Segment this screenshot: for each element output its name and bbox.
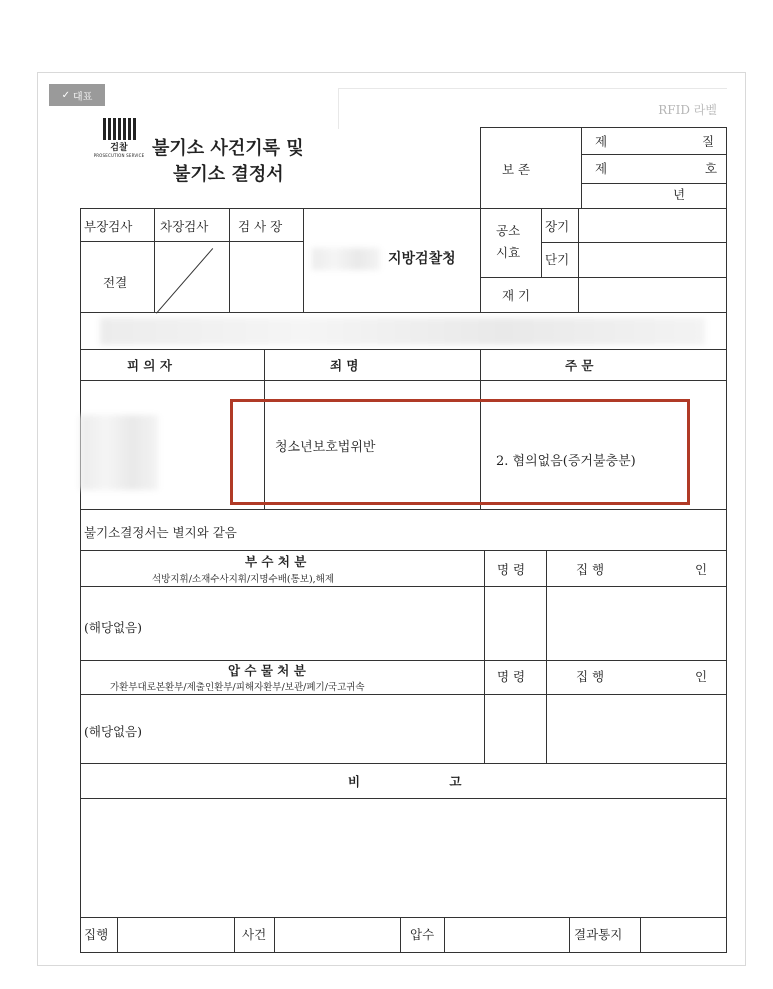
table-rule: [581, 154, 727, 155]
header-suspect: 피 의 자: [127, 358, 172, 373]
redacted-case-number: [100, 318, 705, 345]
table-rule: [546, 550, 547, 763]
seized-exec: 집 행: [576, 669, 605, 684]
preserve-nyeon: 년: [673, 187, 686, 202]
logo-english-text: PROSECUTION SERVICE: [93, 153, 145, 158]
footer-case: 사건: [242, 927, 267, 942]
table-rule: [303, 208, 304, 313]
ancillary-sub: 석방지휘/소재수사지휘/지명수배(통보),해제: [152, 574, 335, 585]
ancillary-title: 부 수 처 분: [245, 554, 307, 569]
statute-label-2: 시효: [496, 245, 521, 260]
rfid-label-area: [338, 88, 727, 129]
table-rule: [541, 208, 542, 278]
table-rule: [80, 509, 727, 510]
table-rule: [80, 550, 727, 551]
table-rule: [80, 208, 727, 209]
redacted-office-region: [312, 248, 380, 270]
statute-jaegi: 재 기: [502, 288, 531, 303]
approval-col-3: 검 사 장: [238, 219, 283, 234]
approval-col-2: 차장검사: [160, 219, 209, 234]
representative-badge[interactable]: [49, 84, 105, 106]
table-rule: [229, 208, 230, 313]
table-rule: [578, 208, 579, 313]
table-rule: [80, 208, 81, 953]
preserve-je-1: 제: [595, 134, 608, 149]
table-rule: [80, 241, 303, 242]
ancillary-order: 명 령: [497, 562, 526, 577]
seized-value: (해당없음): [84, 724, 143, 739]
table-rule: [80, 380, 727, 381]
preserve-jil: 질: [702, 134, 715, 149]
footer-seizure: 압수: [410, 927, 435, 942]
preserve-label: 보 존: [502, 162, 531, 177]
table-rule: [640, 917, 641, 952]
ancillary-value: (해당없음): [84, 620, 143, 635]
table-rule: [80, 917, 727, 918]
table-rule: [234, 917, 235, 952]
seized-title: 압 수 물 처 분: [228, 663, 306, 678]
table-rule: [80, 312, 727, 313]
rfid-label: RFID 라벨: [658, 103, 717, 117]
table-rule: [581, 183, 727, 184]
logo-bars-icon: [87, 118, 151, 140]
header-disposition: 주 문: [565, 358, 594, 373]
seized-sub: 가환부대로본환부/제출인환부/피해자환부/보관/폐기/국고귀속: [110, 682, 365, 693]
remarks-header: 비 고: [348, 774, 462, 789]
table-rule: [154, 208, 155, 313]
table-rule: [80, 763, 727, 764]
preserve-ho: 호: [705, 161, 718, 176]
prosecution-logo: [87, 118, 151, 174]
table-rule: [274, 917, 275, 952]
seized-seal: 인: [695, 669, 708, 684]
table-rule: [541, 242, 727, 243]
case-disposition: 2. 혐의없음(증거불충분): [496, 454, 636, 469]
table-rule: [400, 917, 401, 952]
ancillary-seal: 인: [695, 562, 708, 577]
statute-short: 단기: [545, 252, 570, 267]
badge-label: 대표: [73, 91, 93, 103]
table-rule: [80, 349, 727, 350]
title-line-1: 불기소 사건기록 및: [152, 138, 304, 159]
logo-korean-text: 검찰: [110, 143, 128, 153]
table-rule: [480, 127, 481, 209]
table-rule: [117, 917, 118, 952]
document-frame: [37, 72, 746, 966]
table-rule: [480, 127, 727, 128]
table-rule: [726, 127, 727, 953]
title-line-2: 불기소 결정서: [173, 164, 284, 185]
approval-col-1: 부장검사: [84, 219, 133, 234]
table-rule: [569, 917, 570, 952]
case-charge: 청소년보호법위반: [275, 440, 376, 455]
document-title: [152, 136, 304, 188]
check-icon: ✓: [61, 89, 71, 101]
decision-note: 불기소결정서는 별지와 같음: [84, 525, 237, 540]
table-rule: [480, 277, 727, 278]
table-rule: [444, 917, 445, 952]
approval-jeongyeol: 전결: [103, 275, 128, 290]
redacted-suspect-name: [80, 415, 158, 490]
table-rule: [480, 208, 481, 313]
table-rule: [581, 127, 582, 209]
statute-long: 장기: [545, 219, 570, 234]
table-rule: [80, 660, 727, 661]
table-rule: [484, 550, 485, 763]
footer-notice: 결과통지: [574, 927, 623, 942]
highlight-box: [230, 399, 690, 505]
preserve-je-2: 제: [595, 161, 608, 176]
office-name: 지방검찰청: [388, 251, 456, 267]
seized-order: 명 령: [497, 669, 526, 684]
ancillary-exec: 집 행: [576, 562, 605, 577]
statute-label-1: 공소: [496, 223, 521, 238]
footer-exec: 집행: [84, 927, 109, 942]
table-rule: [80, 798, 727, 799]
header-charge: 죄 명: [330, 358, 359, 373]
table-rule: [80, 952, 727, 953]
